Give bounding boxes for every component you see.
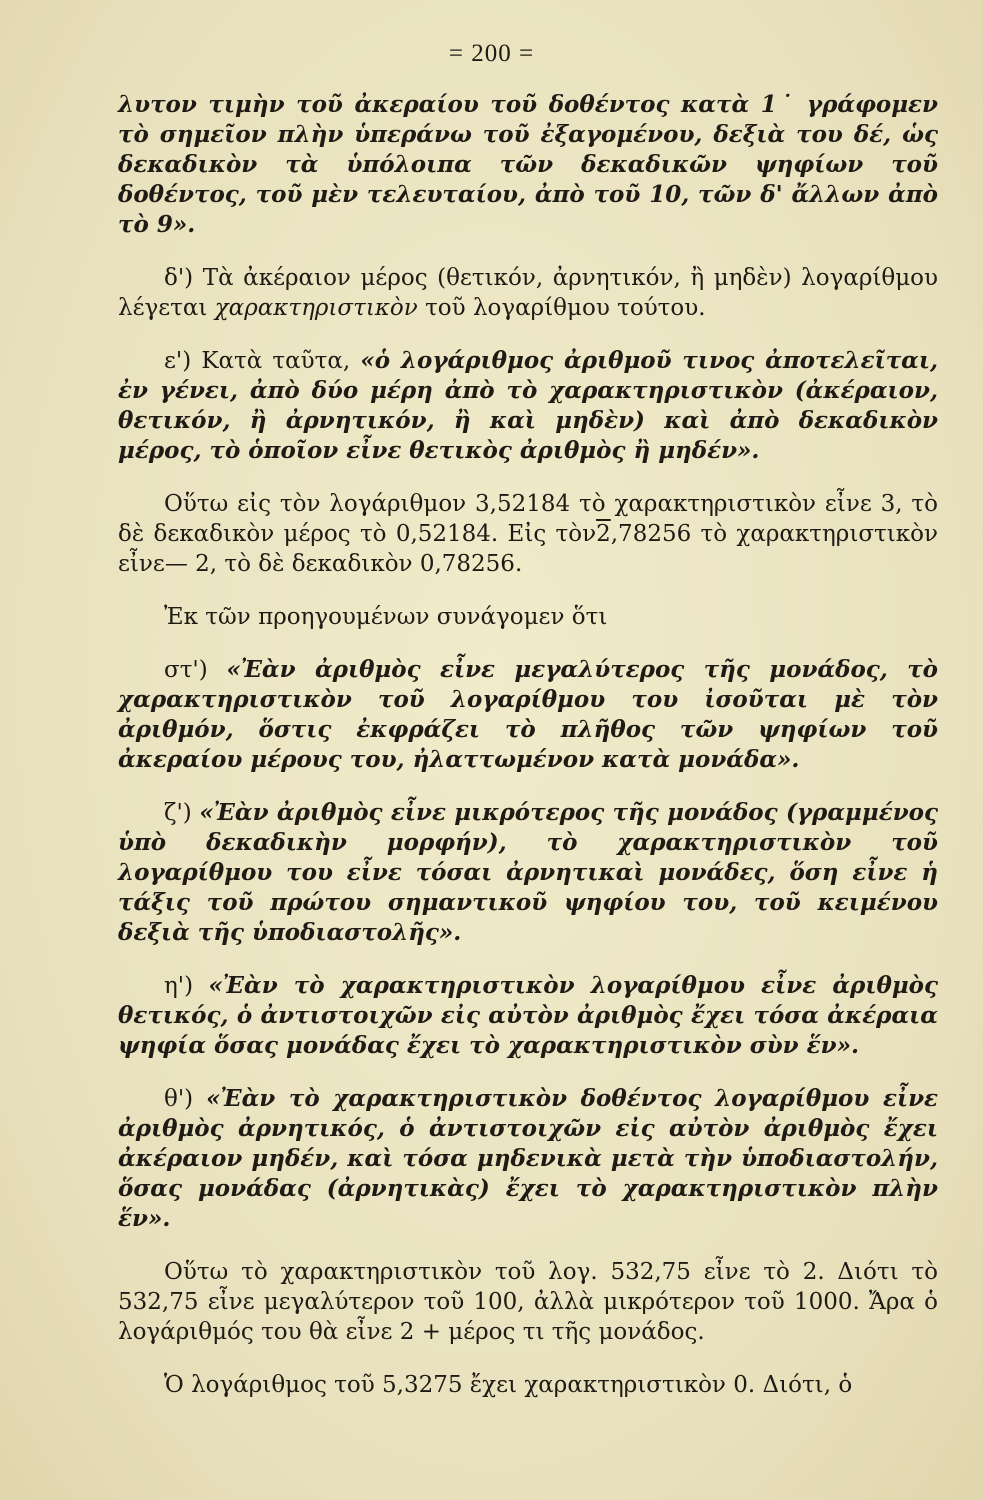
paragraph-2: [118, 263, 938, 323]
paragraph-10: Οὕτω τὸ χαρακτηριστικὸν τοῦ λογ. 532,75 εἶνε τὸ 2. Διότι τὸ 532,75 εἶνε μεγαλύτερον τοῦ 100, ἀλλὰ μικρότερον τοῦ 1000. Ἄρα ὁ λογάριθμός του θὰ εἶνε 2 + μέρος τι τῆς μονάδος.: [118, 1259, 938, 1345]
paragraph-2-text-a: Τὰ ἀκέραιον μέρος (θετικόν, ἀρνητικόν, ἢ μηδὲν) λογαρίθμου λέγεται: [118, 265, 939, 321]
paragraph-7: [118, 798, 938, 948]
paragraph-9: [118, 1084, 938, 1234]
term-characteristic: χαρακτηριστικὸν: [214, 295, 418, 321]
paragraph-6: [118, 655, 938, 775]
item-mark-st: στ'): [164, 657, 208, 683]
item-mark-h: η'): [164, 973, 194, 999]
paragraph-6-rule: «Ἐὰν ἀριθμὸς εἶνε μεγαλύτερος τῆς μονάδος, τὸ χαρακτηριστικὸν τοῦ λογαρίθμου του ἰσοῦται μὲ τὸν ἀριθμόν, ὅστις ἐκφράζει τὸ πλῆθος τῶν ψηφίων τοῦ ἀκεραίου μέρους του, ἠλαττωμένον κατὰ μονάδα».: [118, 656, 939, 773]
page-number: = 200 =: [448, 40, 535, 67]
item-mark-th: θ'): [164, 1086, 194, 1112]
paragraph-11: Ὁ λογάριθμος τοῦ 5,3275 ἔχει χαρακτηριστικὸν 0. Διότι, ὁ: [164, 1372, 853, 1398]
paragraph-3-definition: «ὁ λογάριθμος ἀριθμοῦ τινος ἀποτελεῖται, ἐν γένει, ἀπὸ δύο μέρη ἀπὸ τὸ χαρακτηριστικὸν (ἀκέραιον, θετικόν, ἢ ἀρνητικόν, ἢ καὶ μηδὲν) καὶ ἀπὸ δεκαδικὸν μέρος, τὸ ὁποῖον εἶνε θετικὸς ἀριθμὸς ἢ μηδέν».: [118, 347, 939, 464]
paragraph-3-text-a: Κατὰ ταῦτα,: [201, 348, 351, 374]
paragraph-8-rule: «Ἐὰν τὸ χαρακτηριστικὸν λογαρίθμου εἶνε ἀριθμὸς θετικός, ὁ ἀντιστοιχῶν εἰς αὐτὸν ἀριθμὸς ἔχει τόσα ἀκέραια ψηφία ὅσας μονάδας ἔχει τὸ χαρακτηριστικὸν σὺν ἕν».: [118, 972, 938, 1059]
paragraph-4: [118, 489, 938, 579]
item-mark-d: δ'): [164, 265, 194, 291]
paragraph-5: Ἐκ τῶν προηγουμένων συνάγομεν ὅτι: [164, 604, 608, 630]
paragraph-1: λυτον τιμὴν τοῦ ἀκεραίου τοῦ δοθέντος κατὰ 1˙ γράφομεν τὸ σημεῖον πλὴν ὑπεράνω τοῦ ἐξαγομένου, δεξιὰ του δέ, ὡς δεκαδικὸν τὰ ὑπόλοιπα τῶν δεκαδικῶν ψηφίων τοῦ δοθέντος, τοῦ μὲν τελευταίου, ἀπὸ τοῦ 10, τῶν δ' ἄλλων ἀπὸ τὸ 9».: [118, 91, 938, 238]
paragraph-3: [118, 346, 938, 466]
paragraph-9-rule: «Ἐὰν τὸ χαρακτηριστικὸν δοθέντος λογαρίθμου εἶνε ἀριθμὸς ἀρνητικός, ὁ ἀντιστοιχῶν εἰς αὐτὸν ἀριθμὸς ἔχει ἀκέραιον μηδέν, καὶ τόσα μηδενικὰ μετὰ τὴν ὑποδιαστολήν, ὅσας μονάδας (ἀρνητικὰς) ἔχει τὸ χαρακτηριστικὸν πλὴν ἕν».: [118, 1085, 939, 1232]
paragraph-7-rule: «Ἐὰν ἀριθμὸς εἶνε μικρότερος τῆς μονάδος (γραμμένος ὑπὸ δεκαδικὴν μορφήν), τὸ χαρακτηριστικὸν τοῦ λογαρίθμου του εἶνε τόσαι ἀρνητικαὶ μονάδες, ὅση εἶνε ἡ τάξις τοῦ πρώτου σημαντικοῦ ψηφίου του, τοῦ κειμένου δεξιὰ τῆς ὑποδιαστολῆς».: [118, 799, 938, 946]
paragraph-8: [118, 971, 938, 1061]
item-mark-z: ζ'): [164, 800, 192, 826]
paragraph-2-text-b: τοῦ λογαρίθμου τούτου.: [425, 295, 706, 321]
page-body: [118, 90, 938, 1400]
paragraph-4-text-b: ,78256 τὸ χαρακτηριστικὸν εἶνε— 2, τὸ δὲ δεκαδικὸν 0,78256.: [118, 521, 938, 577]
paragraph-4-text-a: Οὕτω εἰς τὸν λογάριθμον 3,52184 τὸ χαρακτηριστικὸν εἶνε 3, τὸ δὲ δεκαδικὸν μέρος τὸ 0,52184. Εἰς τὸν: [118, 491, 938, 547]
item-mark-e: ε'): [164, 348, 192, 374]
barred-digit: 2: [596, 521, 611, 547]
